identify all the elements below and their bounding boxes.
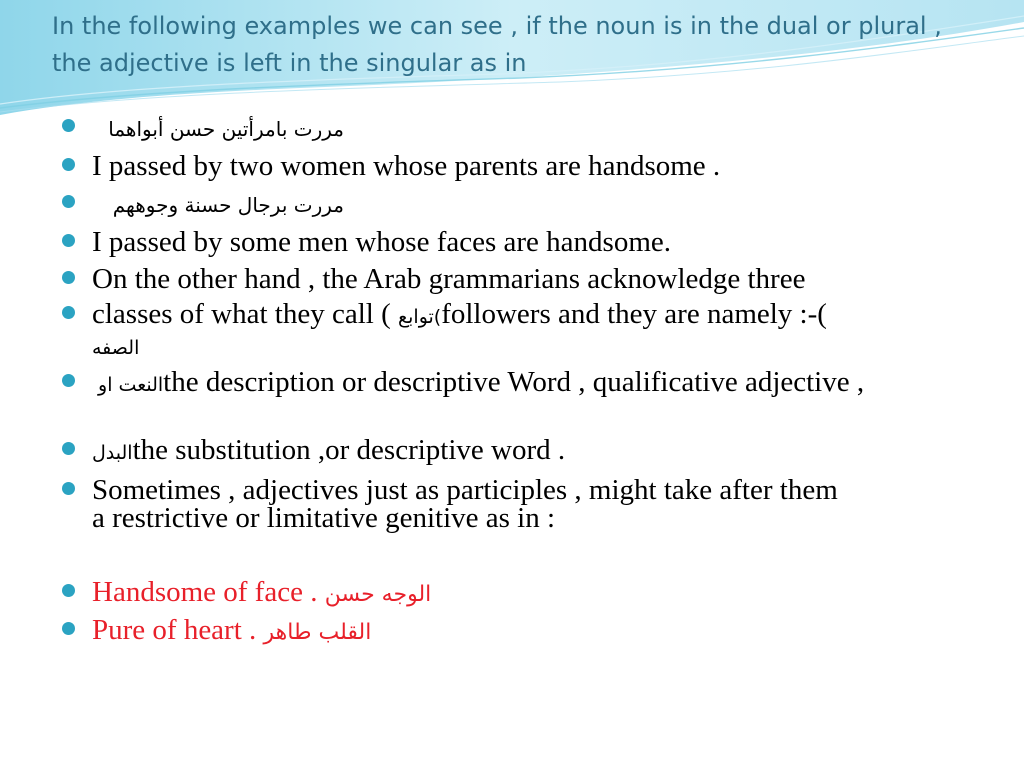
bullet-text: the substitution ,or descriptive word . (132, 434, 566, 466)
bullet-item-translation-2 (92, 228, 972, 256)
bullet-icon (62, 119, 75, 132)
bullet-text: Pure of heart . (92, 614, 264, 646)
bullet-text-end: followers and they are namely :-( (441, 298, 827, 330)
bullet-icon (62, 306, 75, 319)
bullet-item-sometimes (92, 476, 972, 532)
bullet-text: Handsome of face . (92, 576, 325, 608)
bullet-item-substitution (92, 436, 972, 467)
bullet-text-line-1: Sometimes , adjectives just as participles , might take after them (92, 474, 838, 506)
arabic-term-badal: البدل (92, 442, 133, 464)
arabic-phrase: الوجه حسن (324, 582, 432, 607)
bullet-icon (62, 271, 75, 284)
bullet-item-classes (92, 300, 972, 362)
bullet-item-arabic-example-1 (92, 113, 972, 143)
bullet-icon (62, 234, 75, 247)
bullet-text-start: classes of what they call ( (92, 298, 399, 330)
bullet-item-pure-of-heart (92, 616, 972, 647)
arabic-sentence: مررت برجال حسنة وجوههم (112, 193, 344, 217)
bullet-text: I passed by two women whose parents are handsome . (92, 150, 721, 182)
bullet-text: On the other hand , the Arab grammarians acknowledge three (92, 263, 806, 295)
bullet-icon (62, 482, 75, 495)
bullet-icon (62, 442, 75, 455)
bullet-icon (62, 158, 75, 171)
slide-title: In the following examples we can see , if the noun is in the dual or plural , the adjective is left in the singular as in (52, 12, 942, 77)
bullet-icon (62, 195, 75, 208)
arabic-phrase: القلب طاهر (263, 620, 372, 645)
arabic-term-naat: النعت او (92, 374, 164, 396)
bullet-text: I passed by some men whose faces are handsome. (92, 226, 672, 258)
bullet-text-line-2: a restrictive or limitative genitive as in : (92, 502, 556, 534)
bullet-icon (62, 374, 75, 387)
arabic-term-sifa: الصفه (92, 337, 140, 359)
bullet-item-translation-1 (92, 152, 972, 180)
bullet-text: the description or descriptive Word , qualificative adjective , (163, 366, 865, 398)
bullet-item-other-hand (92, 265, 972, 293)
bullet-icon (62, 584, 75, 597)
bullet-item-arabic-example-2 (92, 189, 972, 219)
arabic-term-tawabi: )توابع (398, 306, 442, 328)
bullet-icon (62, 622, 75, 635)
bullet-item-handsome-of-face (92, 578, 972, 609)
bullet-item-description (92, 368, 972, 399)
arabic-sentence: مررت بامرأتين حسن أبواهما (108, 117, 344, 141)
